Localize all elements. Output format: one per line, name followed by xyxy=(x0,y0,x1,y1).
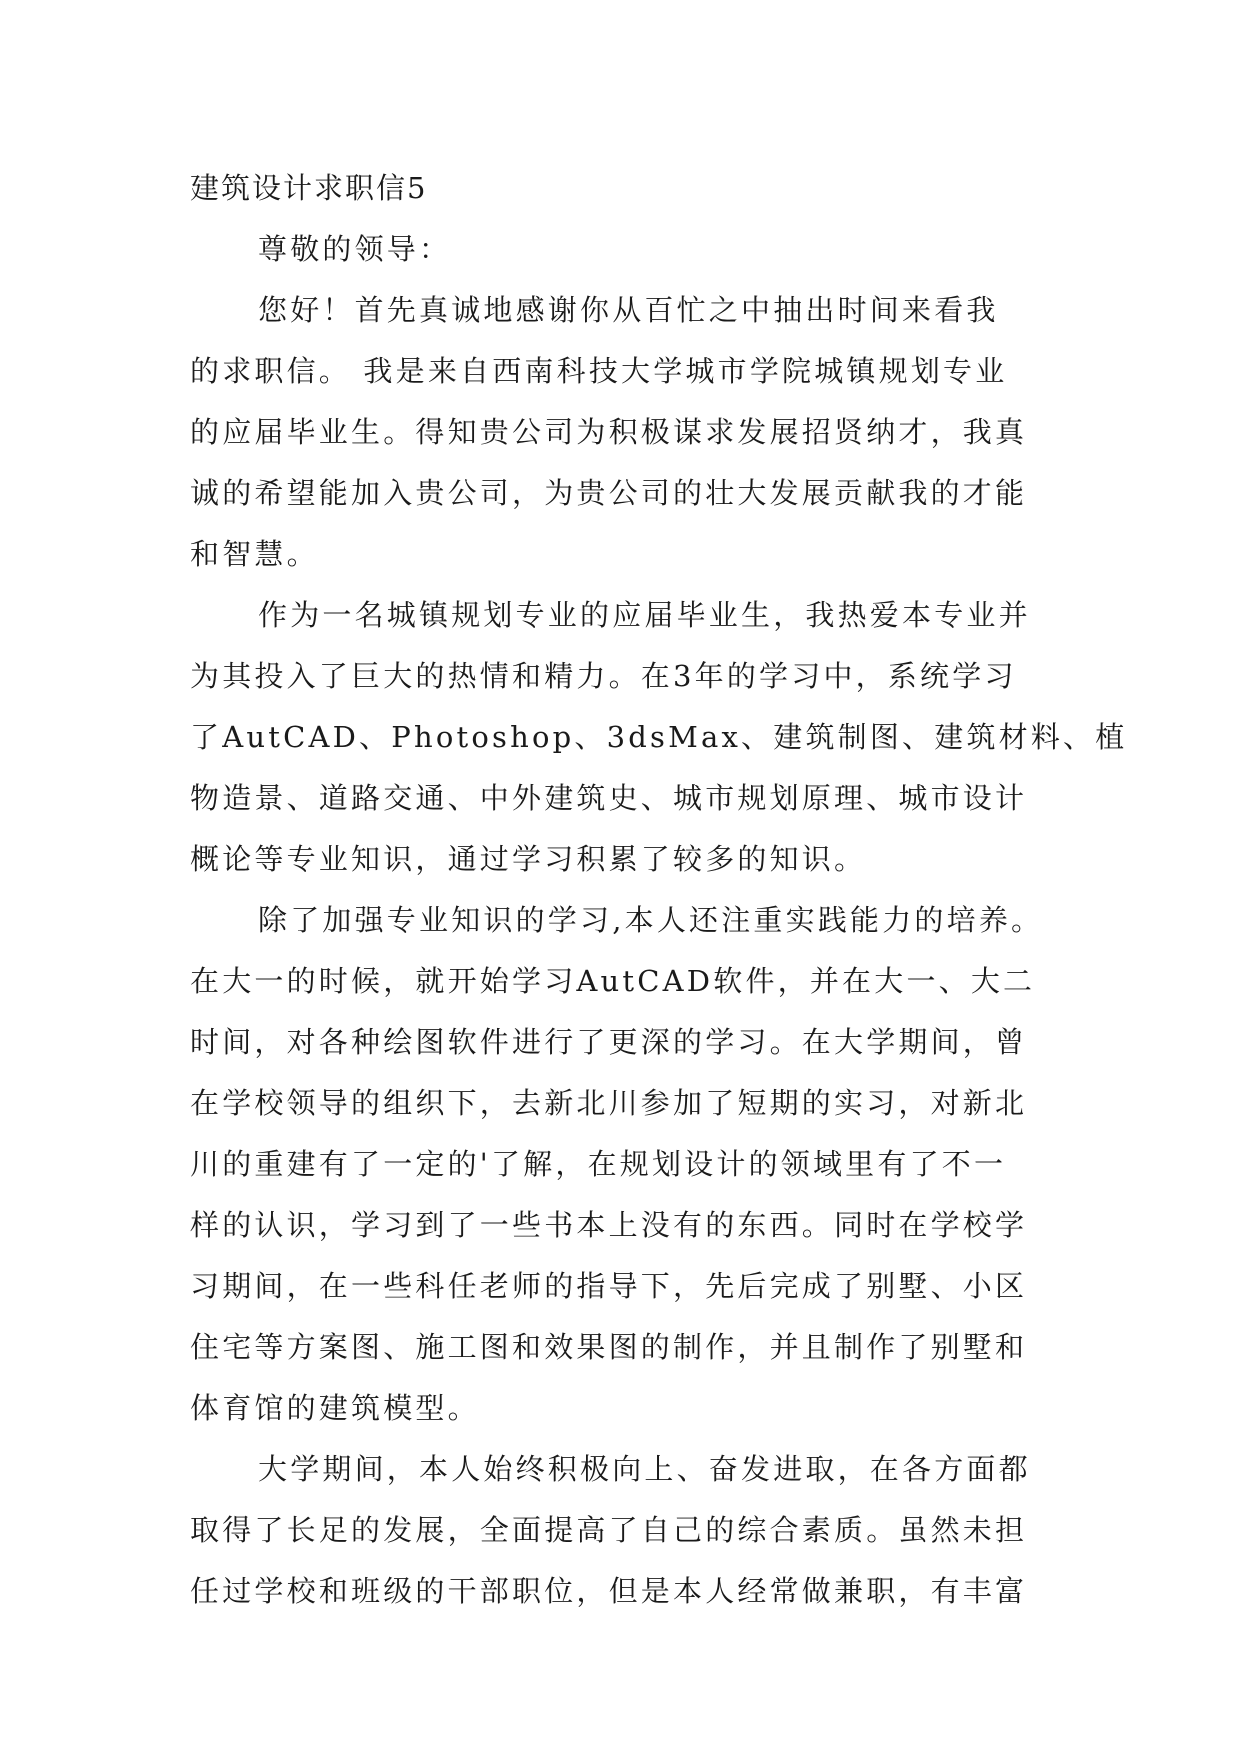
paragraph-line: 的应届毕业生。得知贵公司为积极谋求发展招贤纳才，我真 xyxy=(190,415,1028,449)
paragraph-line: 物造景、道路交通、中外建筑史、城市规划原理、城市设计 xyxy=(190,781,1028,815)
paragraph-line: 习期间，在一些科任老师的指导下，先后完成了别墅、小区 xyxy=(190,1269,1028,1303)
paragraph-line: 体育馆的建筑模型。 xyxy=(190,1391,480,1425)
paragraph-line: 了AutCAD、Photoshop、3dsMax、建筑制图、建筑材料、植 xyxy=(190,720,1128,754)
document-title: 建筑设计求职信5 xyxy=(190,171,428,205)
paragraph-line: 的求职信。 我是来自西南科技大学城市学院城镇规划专业 xyxy=(190,354,1008,388)
paragraph-line: 和智慧。 xyxy=(190,537,319,571)
paragraph-line: 在学校领导的组织下，去新北川参加了短期的实习，对新北 xyxy=(190,1086,1028,1120)
paragraph-line: 川的重建有了一定的'了解，在规划设计的领域里有了不一 xyxy=(190,1147,1007,1181)
paragraph-line: 时间，对各种绘图软件进行了更深的学习。在大学期间，曾 xyxy=(190,1025,1028,1059)
paragraph-line: 除了加强专业知识的学习,本人还注重实践能力的培养。 xyxy=(258,903,1044,937)
paragraph-line: 样的认识，学习到了一些书本上没有的东西。同时在学校学 xyxy=(190,1208,1028,1242)
paragraph-line: 取得了长足的发展，全面提高了自己的综合素质。虽然未担 xyxy=(190,1513,1028,1547)
paragraph-line: 任过学校和班级的干部职位，但是本人经常做兼职，有丰富 xyxy=(190,1574,1028,1608)
paragraph-line: 您好！首先真诚地感谢你从百忙之中抽出时间来看我 xyxy=(258,293,999,327)
paragraph-line: 作为一名城镇规划专业的应届毕业生，我热爱本专业并 xyxy=(258,598,1031,632)
paragraph-line: 诚的希望能加入贵公司，为贵公司的壮大发展贡献我的才能 xyxy=(190,476,1028,510)
paragraph-line: 为其投入了巨大的热情和精力。在3年的学习中，系统学习 xyxy=(190,659,1017,693)
paragraph-line: 住宅等方案图、施工图和效果图的制作，并且制作了别墅和 xyxy=(190,1330,1028,1364)
paragraph-line: 在大一的时候，就开始学习AutCAD软件，并在大一、大二 xyxy=(190,964,1036,998)
paragraph-line: 大学期间，本人始终积极向上、奋发进取，在各方面都 xyxy=(258,1452,1031,1486)
paragraph-line: 概论等专业知识，通过学习积累了较多的知识。 xyxy=(190,842,867,876)
salutation: 尊敬的领导： xyxy=(258,232,452,266)
